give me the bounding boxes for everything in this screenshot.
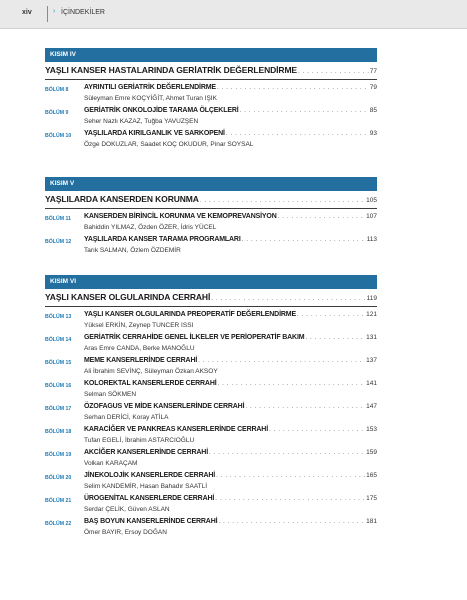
leader-dots <box>242 236 366 243</box>
chapter-title: KANSERDEN BİRİNCİL KORUNMA VE KEMOPREVANSİYON <box>84 213 277 220</box>
chapter-title-row <box>84 518 377 529</box>
chapter-title: GERİATRİK CERRAHİDE GENEL İLKELER VE PERİOPERATİF BAKIM <box>84 334 305 341</box>
chapter-entry[interactable] <box>45 518 377 541</box>
leader-dots <box>278 213 366 220</box>
chapter-page-number: 79 <box>369 84 377 91</box>
chapter-label: BÖLÜM 17 <box>45 406 72 412</box>
part-title: YAŞLILARDA KANSERDEN KORUNMA <box>45 194 199 204</box>
chapter-label: BÖLÜM 10 <box>45 133 72 139</box>
part-tag: KISIM V <box>45 177 377 191</box>
chapter-entry[interactable] <box>45 130 377 153</box>
chapter-authors: Bahiddin YILMAZ, Özden ÖZER, İdris YÜCEL <box>84 224 217 231</box>
chapter-page-number: 113 <box>366 236 377 243</box>
chapter-authors: Süleyman Emre KOÇYİĞİT, Ahmet Turan IŞIK <box>84 95 217 102</box>
chapter-label: BÖLÜM 9 <box>45 110 69 116</box>
leader-dots <box>240 107 369 114</box>
header-divider <box>47 6 48 22</box>
leader-dots <box>211 295 365 302</box>
chapter-page-number: 121 <box>366 311 377 318</box>
chapter-title-row <box>84 380 377 391</box>
chapter-title: ÖZOFAGUS VE MİDE KANSERLERİNDE CERRAHİ <box>84 403 245 410</box>
chapter-list <box>45 213 377 259</box>
chapter-label: BÖLÜM 18 <box>45 429 72 435</box>
leader-dots <box>216 472 365 479</box>
chapter-entry[interactable] <box>45 334 377 357</box>
leader-dots <box>245 403 365 410</box>
leader-dots <box>305 334 365 341</box>
chapter-page-number: 141 <box>366 380 377 387</box>
chapter-entry[interactable] <box>45 357 377 380</box>
chapter-label: BÖLÜM 22 <box>45 521 72 527</box>
chapter-authors: Özge DOKUZLAR, Saadet KOÇ OKUDUR, Pinar SOYSAL <box>84 141 254 148</box>
chapter-label: BÖLÜM 13 <box>45 314 72 320</box>
chapter-authors: Serhan DERİCİ, Koray ATİLA <box>84 414 169 421</box>
leader-dots <box>298 68 369 75</box>
chapter-authors: Selim KANDEMİR, Hasan Bahadır SAATLİ <box>84 483 208 490</box>
chapter-label: BÖLÜM 21 <box>45 498 72 504</box>
part-page-number: 105 <box>366 197 377 204</box>
chapter-authors: Ömer BAYIR, Ersoy DOĞAN <box>84 529 167 536</box>
part-title: YAŞLI KANSER HASTALARINDA GERİATRİK DEĞERLENDİRME <box>45 65 298 75</box>
leader-dots <box>269 426 365 433</box>
chapter-title-row <box>84 213 377 224</box>
chapter-entry[interactable] <box>45 236 377 259</box>
part-divider <box>45 79 377 80</box>
part-tag: KISIM IV <box>45 48 377 62</box>
chapter-title: KARACİĞER VE PANKREAS KANSERLERİNDE CERRAHİ <box>84 426 268 433</box>
chapter-title: MEME KANSERLERİNDE CERRAHİ <box>84 357 198 364</box>
chapter-authors: Tarık SALMAN, Özlem ÖZDEMİR <box>84 247 181 254</box>
part-divider <box>45 306 377 307</box>
chapter-page-number: 147 <box>366 403 377 410</box>
chapter-title-row <box>84 311 377 322</box>
chapter-entry[interactable] <box>45 449 377 472</box>
toc-part <box>45 177 377 259</box>
chapter-title: AKCİĞER KANSERLERİNDE CERRAHİ <box>84 449 208 456</box>
chapter-label: BÖLÜM 19 <box>45 452 72 458</box>
leader-dots <box>297 311 365 318</box>
chapter-label: BÖLÜM 15 <box>45 360 72 366</box>
chapter-label: BÖLÜM 20 <box>45 475 72 481</box>
chapter-authors: Serdar ÇELİK, Güven ASLAN <box>84 506 170 513</box>
chapter-page-number: 131 <box>366 334 377 341</box>
chapter-authors: Seher Nazlı KAZAZ, Tuğba YAVUZŞEN <box>84 118 199 125</box>
chapter-label: BÖLÜM 12 <box>45 239 72 245</box>
chapter-page-number: 159 <box>366 449 377 456</box>
chapter-title-row <box>84 107 377 118</box>
chapter-entry[interactable] <box>45 495 377 518</box>
chapter-page-number: 107 <box>366 213 377 220</box>
part-page-number: 77 <box>369 68 377 75</box>
chapter-label: BÖLÜM 16 <box>45 383 72 389</box>
chapter-entry[interactable] <box>45 213 377 236</box>
part-title-row[interactable] <box>45 292 377 304</box>
chapter-title-row <box>84 472 377 483</box>
chapter-title-row <box>84 426 377 437</box>
chapter-entry[interactable] <box>45 472 377 495</box>
chapter-authors: Aras Emre CANDA, Berke MANOĞLU <box>84 345 195 352</box>
chapter-list <box>45 84 377 153</box>
chapter-authors: Selman SÖKMEN <box>84 391 137 398</box>
leader-dots <box>215 495 365 502</box>
chapter-label: BÖLÜM 8 <box>45 87 69 93</box>
chapter-title: AYRINTILI GERİATRİK DEĞERLENDİRME <box>84 84 216 91</box>
leader-dots <box>226 130 369 137</box>
chapter-title-row <box>84 495 377 506</box>
page-number: xiv <box>22 9 32 16</box>
chapter-title: ÜROGENİTAL KANSERLERDE CERRAHİ <box>84 495 215 502</box>
chapter-title-row <box>84 403 377 414</box>
chapter-title: JİNEKOLOJİK KANSERLERDE CERRAHİ <box>84 472 216 479</box>
chapter-title-row <box>84 236 377 247</box>
chapter-page-number: 137 <box>366 357 377 364</box>
chapter-title: YAŞLI KANSER OLGULARINDA PREOPERATİF DEĞERLENDİRME <box>84 311 296 318</box>
chapter-page-number: 181 <box>366 518 377 525</box>
leader-dots <box>218 380 366 387</box>
chapter-entry[interactable] <box>45 403 377 426</box>
chevron-right-icon: › <box>53 8 56 15</box>
chapter-authors: Yüksel ERKİN, Zeynep TUNCER ISSI <box>84 322 194 329</box>
chapter-entry[interactable] <box>45 311 377 334</box>
chapter-list <box>45 311 377 541</box>
toc-part <box>45 275 377 541</box>
chapter-entry[interactable] <box>45 84 377 107</box>
chapter-title-row <box>84 84 377 95</box>
part-title-row[interactable] <box>45 65 377 77</box>
chapter-title-row <box>84 130 377 141</box>
part-divider <box>45 208 377 209</box>
chapter-title: YAŞLILARDA KIRILGANLIK VE SARKOPENİ <box>84 130 225 137</box>
chapter-page-number: 175 <box>366 495 377 502</box>
page-header <box>0 0 467 29</box>
leader-dots <box>200 197 365 204</box>
part-title-row[interactable] <box>45 194 377 206</box>
chapter-authors: Volkan KARAÇAM <box>84 460 138 467</box>
chapter-page-number: 93 <box>369 130 377 137</box>
chapter-entry[interactable] <box>45 426 377 449</box>
chapter-page-number: 85 <box>369 107 377 114</box>
chapter-authors: Tufan EGELİ, İbrahim ASTARCIOĞLU <box>84 437 195 444</box>
chapter-entry[interactable] <box>45 380 377 403</box>
chapter-title: KOLOREKTAL KANSERLERDE CERRAHİ <box>84 380 217 387</box>
chapter-title: GERİATRİK ONKOLOJİDE TARAMA ÖLÇEKLERİ <box>84 107 239 114</box>
part-title: YAŞLI KANSER OLGULARINDA CERRAHİ <box>45 292 211 302</box>
chapter-entry[interactable] <box>45 107 377 130</box>
chapter-title-row <box>84 334 377 345</box>
chapter-page-number: 165 <box>366 472 377 479</box>
part-tag: KISIM VI <box>45 275 377 289</box>
chapter-title: BAŞ BOYUN KANSERLERİNDE CERRAHİ <box>84 518 218 525</box>
leader-dots <box>217 84 369 91</box>
chapter-authors: Ali İbrahim SEVİNÇ, Süleyman Özkan AKSOY <box>84 368 218 375</box>
toc-part <box>45 48 377 153</box>
chapter-title-row <box>84 357 377 368</box>
chapter-title-row <box>84 449 377 460</box>
part-page-number: 119 <box>366 295 377 302</box>
chapter-label: BÖLÜM 14 <box>45 337 72 343</box>
chapter-page-number: 153 <box>366 426 377 433</box>
section-title: İÇİNDEKİLER <box>61 9 105 16</box>
chapter-label: BÖLÜM 11 <box>45 216 71 222</box>
leader-dots <box>218 518 365 525</box>
leader-dots <box>209 449 365 456</box>
chapter-title: YAŞLILARDA KANSER TARAMA PROGRAMLARI <box>84 236 241 243</box>
leader-dots <box>198 357 365 364</box>
